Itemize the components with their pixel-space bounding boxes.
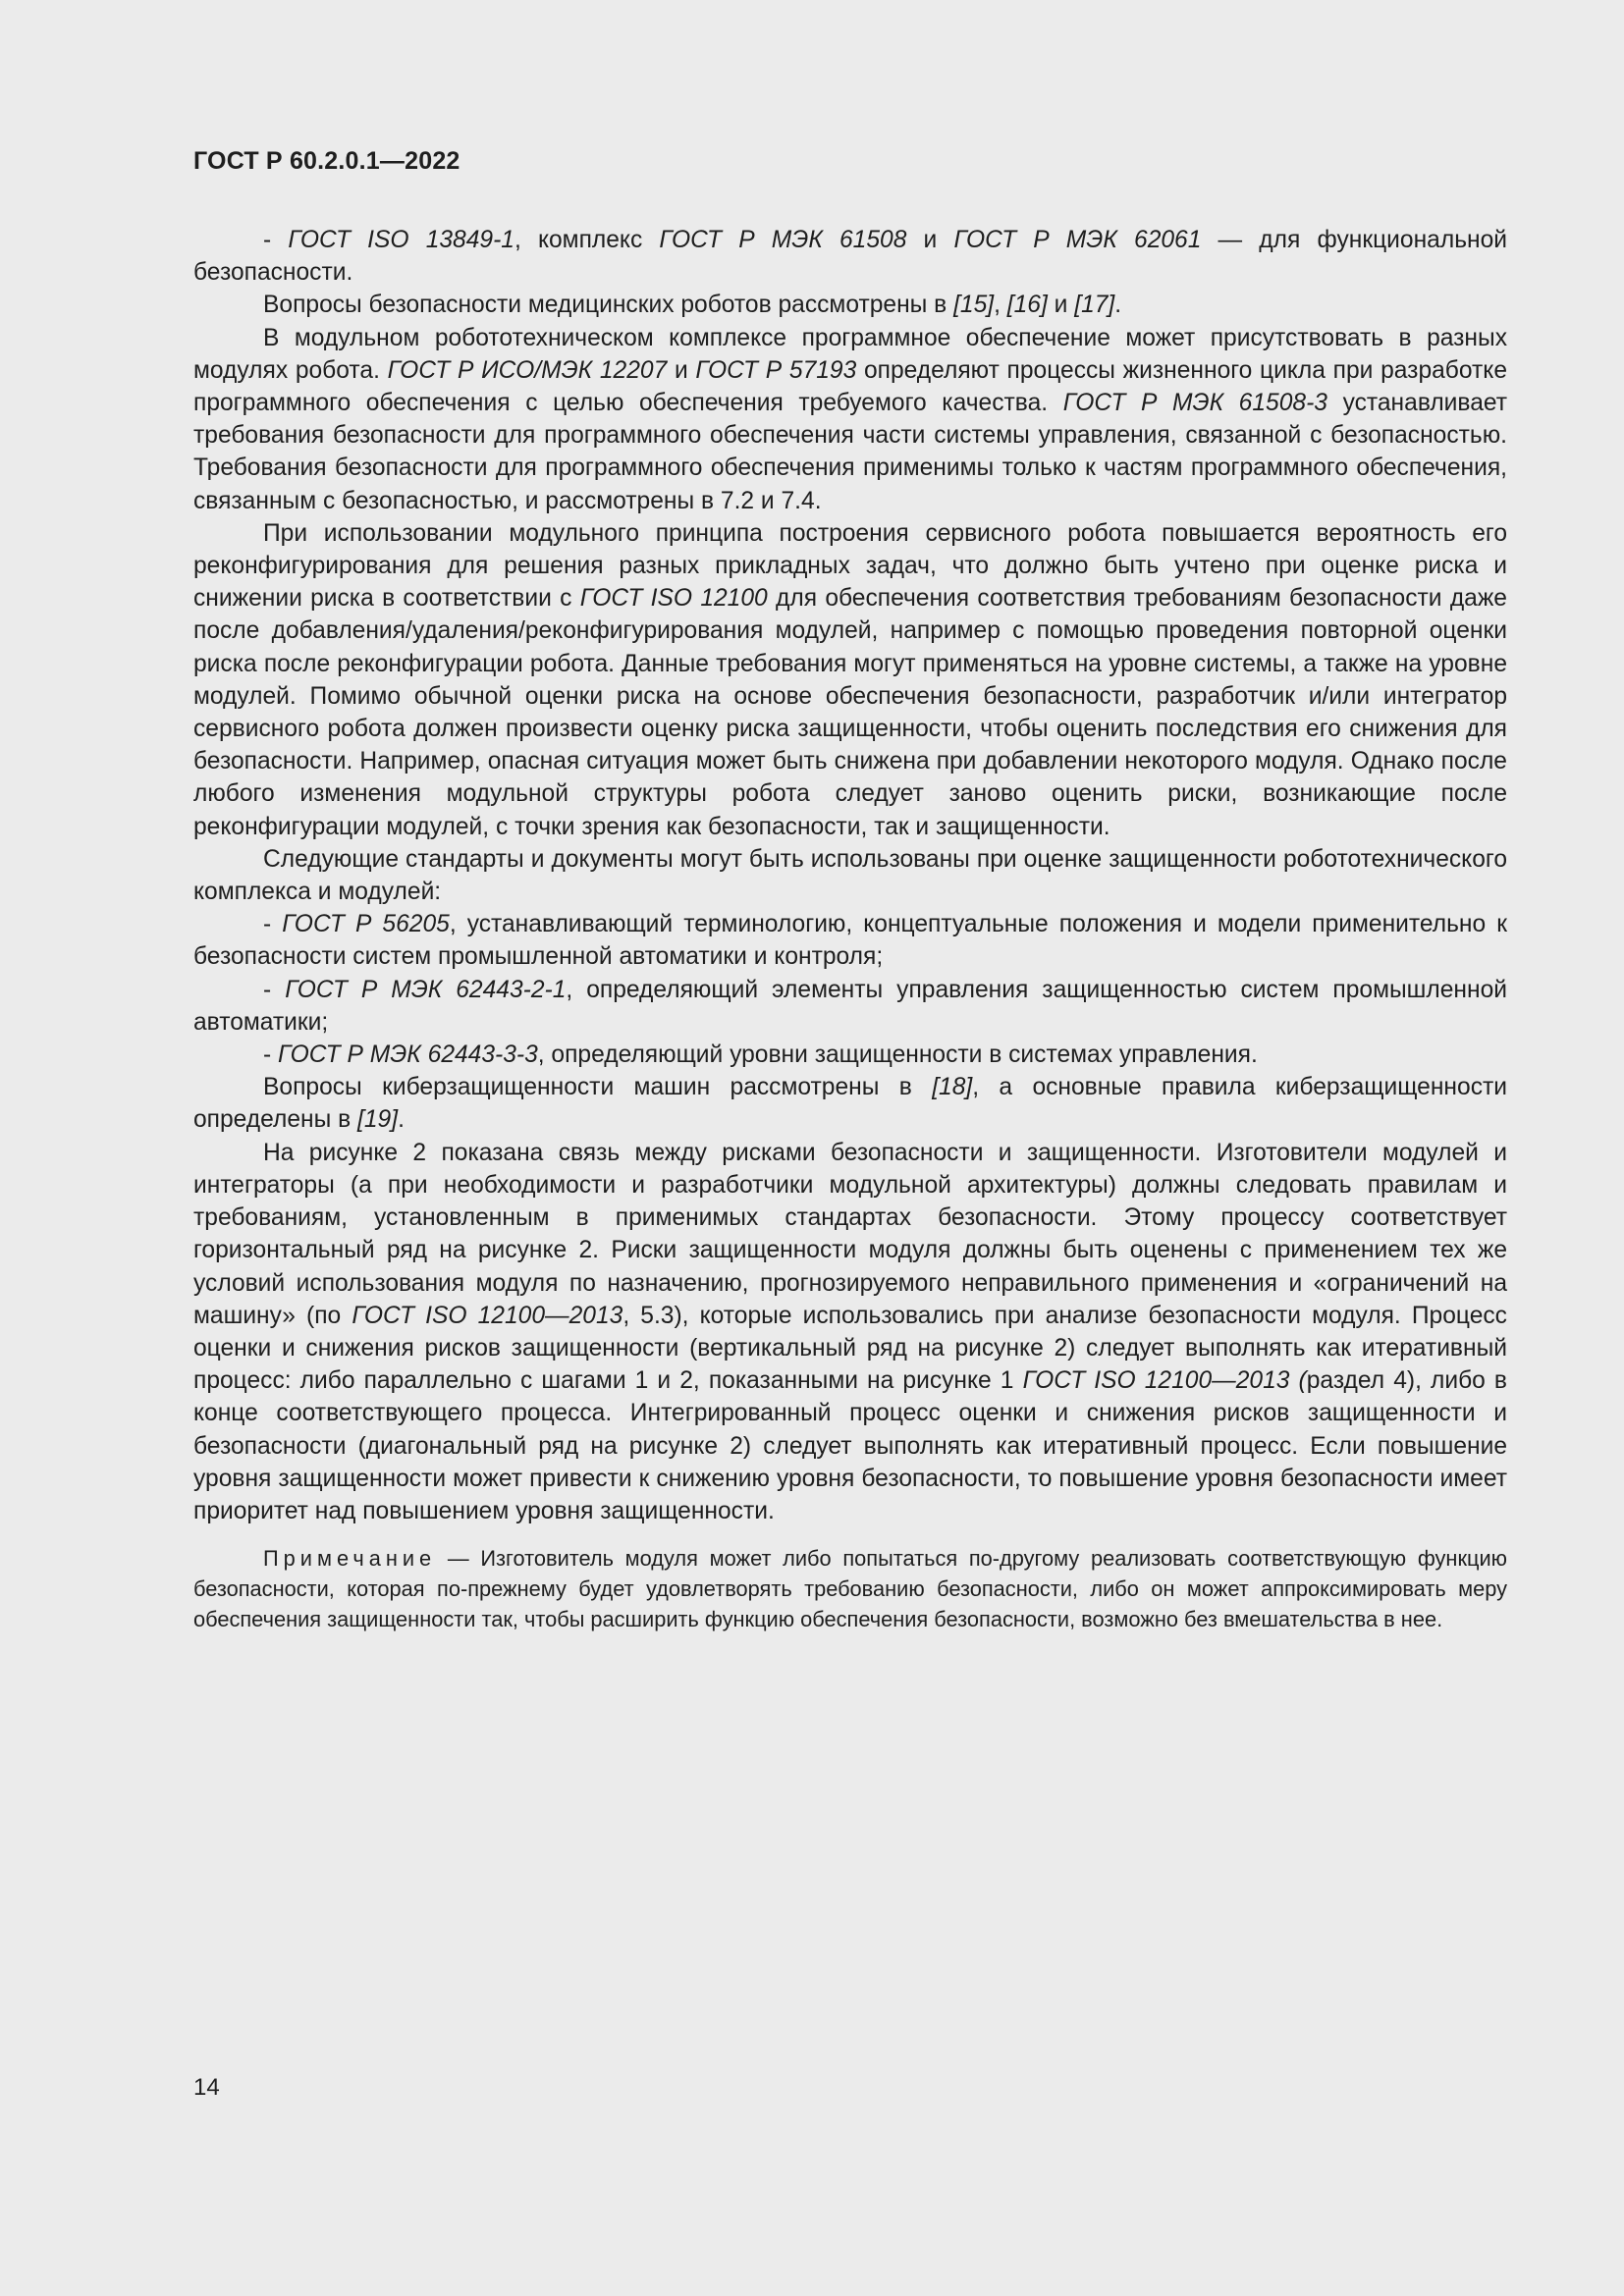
standard-reference: ГОСТ Р ИСО/МЭК 12207 (387, 356, 668, 384)
bibliography-reference: [18] (932, 1074, 973, 1101)
list-item-gost-56205: - ГОСТ Р 56205, устанавливающий терминологию, концептуальные положения и модели применительно к безопасности систем промышленной автоматики и контроля; (193, 911, 1507, 971)
standard-reference: ГОСТ Р 56205 (282, 911, 450, 938)
page-header: ГОСТ Р 60.2.0.1—2022 (193, 147, 460, 175)
paragraph-security-standards-intro: Следующие стандарты и документы могут быть использованы при оценке защищенности робототехнического комплекса и модулей: (193, 845, 1507, 906)
bibliography-reference: [17] (1074, 292, 1115, 319)
standard-reference: ГОСТ ISO 13849-1 (288, 227, 514, 253)
standard-reference: ГОСТ Р МЭК 62443-2-1 (285, 976, 567, 1003)
standard-reference: ГОСТ ISO 12100—2013 (352, 1302, 623, 1329)
document-body (193, 224, 1507, 1634)
bibliography-reference: [15] (953, 292, 995, 319)
paragraph-cybersecurity: Вопросы киберзащищенности машин рассмотрены в [18], а основные правила киберзащищенности определены в [19]. (193, 1074, 1507, 1134)
note-text: — Изготовитель модуля может либо попытаться по-другому реализовать соответствующую функцию безопасности, которая по-прежнему будет удовлетворять требованию безопасности, либо он может аппроксимировать меру обеспечения защищенности так, чтобы расширить функцию обеспечения безопасности, возможно без вмешательства в нее. (193, 1546, 1507, 1632)
bibliography-reference: [16] (1006, 292, 1048, 319)
paragraph-modular-reconfiguration: При использовании модульного принципа построения сервисного робота повышается вероятность его реконфигурирования для решения разных прикладных задач, что должно быть учтено при оценке риска и снижении риска в соответствии с ГОСТ ISO 12100 для обеспечения соответствия требованиям безопасности даже после добавления/удаления/реконфигурирования модулей, например с помощью проведения повторной оценки риска после реконфигурации робота. Данные требования могут применяться на уровне системы, а также на уровне модулей. Помимо обычной оценки риска на основе обеспечения безопасности, разработчик и/или интегратор сервисного робота должен произвести оценку риска защищенности, чтобы оценить последствия его снижения для безопасности. Например, опасная ситуация может быть снижена при добавлении некоторого модуля. Однако после любого изменения модульной структуры робота следует заново оценить риски, возникающие после реконфигурации модулей, с точки зрения как безопасности, так и защищенности. (193, 519, 1507, 840)
standard-reference: ГОСТ Р МЭК 61508-3 (1062, 390, 1327, 417)
paragraph-functional-safety-standards: - ГОСТ ISO 13849-1, комплекс ГОСТ Р МЭК 61508 и ГОСТ Р МЭК 62061 — для функциональной безопасности. (193, 227, 1508, 287)
note-label: Примечание (263, 1546, 437, 1572)
standard-reference: ГОСТ ISO 12100 (579, 585, 768, 613)
standard-reference: ГОСТ ISO 12100—2013 ( (1022, 1367, 1307, 1395)
page-number: 14 (193, 2074, 220, 2101)
paragraph-software: В модульном робототехническом комплексе программное обеспечение может присутствовать в разных модулях робота. ГОСТ Р ИСО/МЭК 12207 и ГОСТ Р 57193 определяют процессы жизненного цикла при разработке программного обеспечения с целью обеспечения требуемого качества. ГОСТ Р МЭК 61508-3 устанавливает требования безопасности для программного обеспечения части системы управления, связанной с безопасностью. Требования безопасности для программного обеспечения применимы только к частям программного обеспечения, связанным с безопасностью, и рассмотрены в 7.2 и 7.4. (193, 324, 1507, 514)
list-item-iec-62443-2-1: - ГОСТ Р МЭК 62443-2-1, определяющий элементы управления защищенностью систем промышленной автоматики; (193, 976, 1508, 1036)
standard-reference: ГОСТ Р МЭК 61508 (659, 227, 907, 253)
bibliography-reference: [19] (357, 1106, 399, 1134)
standard-reference: ГОСТ Р МЭК 62443-3-3 (278, 1041, 538, 1069)
list-item-iec-62443-3-3: - ГОСТ Р МЭК 62443-3-3, определяющий уровни защищенности в системах управления. (263, 1041, 1258, 1069)
paragraph-medical-robots: Вопросы безопасности медицинских роботов рассмотрены в [15], [16] и [17]. (263, 292, 1122, 319)
standard-reference: ГОСТ Р МЭК 62061 (953, 227, 1202, 253)
standard-reference: ГОСТ Р 57193 (695, 356, 857, 384)
paragraph-figure-2-description: На рисунке 2 показана связь между рисками безопасности и защищенности. Изготовители модулей и интеграторы (а при необходимости и разработчики модульной архитектуры) должны следовать правилам и требованиям, установленным в применимых стандартах безопасности. Этому процессу соответствует горизонтальный ряд на рисунке 2. Риски защищенности модуля должны быть оценены с применением тех же условий использования модуля по назначению, прогнозируемого неправильного применения и «ограничений на машину» (по ГОСТ ISO 12100—2013, 5.3), которые использовались при анализе безопасности модуля. Процесс оценки и снижения рисков защищенности (вертикальный ряд на рисунке 2) следует выполнять как итеративный процесс: либо параллельно с шагами 1 и 2, показанными на рисунке 1 ГОСТ ISO 12100—2013 (раздел 4), либо в конце соответствующего процесса. Интегрированный процесс оценки и снижения рисков защищенности и безопасности (диагональный ряд на рисунке 2) следует выполнять как итеративный процесс. Если повышение уровня защищенности может привести к снижению уровня безопасности, то повышение уровня безопасности имеет приоритет над повышением уровня защищенности. (193, 1139, 1507, 1524)
note (193, 1543, 1507, 1634)
